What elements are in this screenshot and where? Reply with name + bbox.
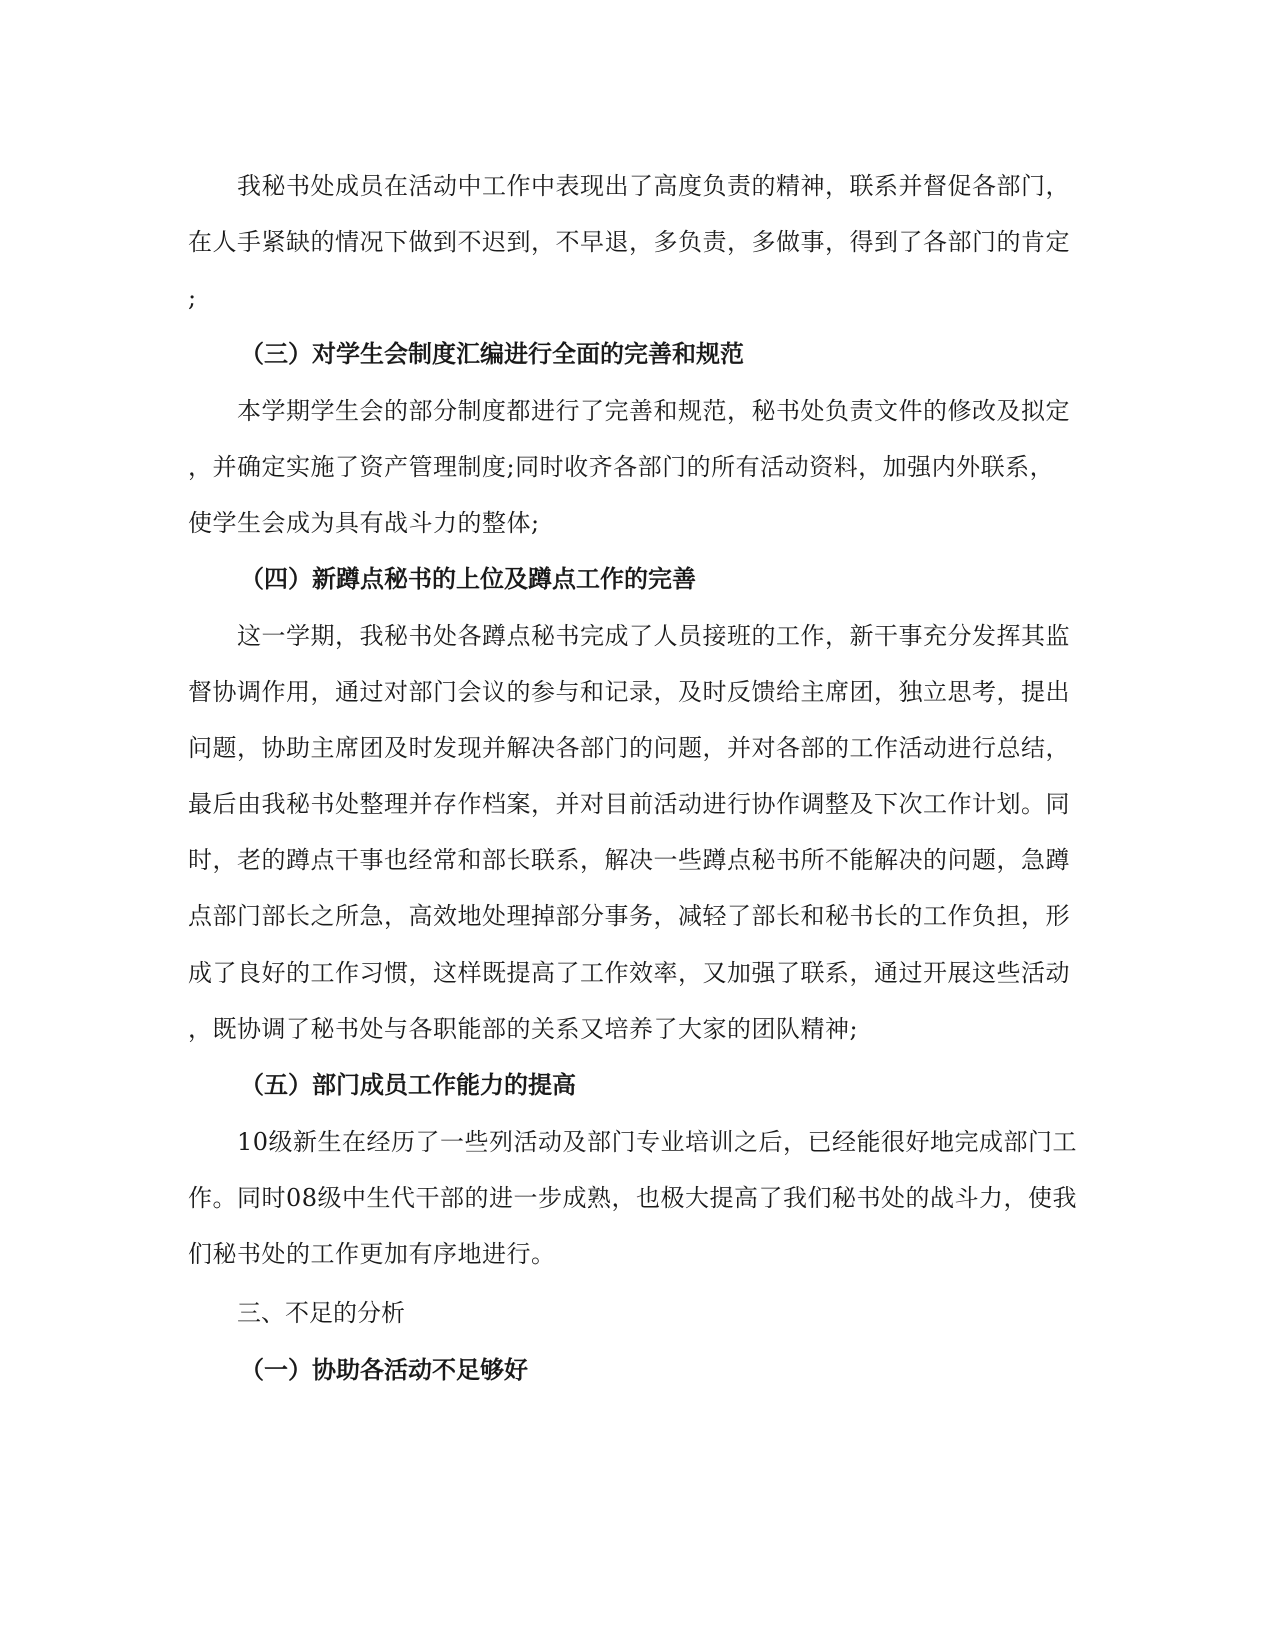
section-heading: （三）对学生会制度汇编进行全面的完善和规范 bbox=[240, 340, 744, 368]
paragraph-line: 作。同时08级中生代干部的进一步成熟，也极大提高了我们秘书处的战斗力，使我 bbox=[188, 1184, 1078, 1212]
paragraph-line: 在人手紧缺的情况下做到不迟到，不早退，多负责，多做事，得到了各部门的肯定 bbox=[188, 228, 1070, 256]
paragraph-line: 最后由我秘书处整理并存作档案，并对目前活动进行协作调整及下次工作计划。同 bbox=[188, 790, 1070, 818]
section-heading: （一）协助各活动不足够好 bbox=[240, 1356, 528, 1384]
paragraph-line: ，既协调了秘书处与各职能部的关系又培养了大家的团队精神; bbox=[188, 1015, 859, 1043]
paragraph-line: 我秘书处成员在活动中工作中表现出了高度负责的精神，联系并督促各部门， bbox=[237, 172, 1070, 200]
paragraph-line: 本学期学生会的部分制度都进行了完善和规范，秘书处负责文件的修改及拟定 bbox=[237, 397, 1070, 425]
paragraph-line: 们秘书处的工作更加有序地进行。 bbox=[188, 1240, 556, 1268]
section-heading: （四）新蹲点秘书的上位及蹲点工作的完善 bbox=[240, 565, 696, 593]
paragraph-line: 问题，协助主席团及时发现并解决各部门的问题，并对各部的工作活动进行总结， bbox=[188, 734, 1070, 762]
paragraph-line: ; bbox=[188, 284, 197, 312]
paragraph-line: ，并确定实施了资产管理制度;同时收齐各部门的所有活动资料，加强内外联系， bbox=[188, 453, 1055, 481]
paragraph-line: 使学生会成为具有战斗力的整体; bbox=[188, 509, 540, 537]
paragraph-line: 成了良好的工作习惯，这样既提高了工作效率，又加强了联系，通过开展这些活动 bbox=[188, 959, 1070, 987]
chapter-heading: 三、不足的分析 bbox=[237, 1299, 405, 1327]
paragraph-line: 时，老的蹲点干事也经常和部长联系，解决一些蹲点秘书所不能解决的问题，急蹲 bbox=[188, 846, 1070, 874]
paragraph-line: 这一学期，我秘书处各蹲点秘书完成了人员接班的工作，新干事充分发挥其监 bbox=[237, 622, 1070, 650]
paragraph-line: 点部门部长之所急，高效地处理掉部分事务，减轻了部长和秘书长的工作负担，形 bbox=[188, 902, 1070, 930]
paragraph-line: 督协调作用，通过对部门会议的参与和记录，及时反馈给主席团，独立思考，提出 bbox=[188, 678, 1070, 706]
paragraph-line: 10级新生在经历了一些列活动及部门专业培训之后，已经能很好地完成部门工 bbox=[237, 1128, 1078, 1156]
section-heading: （五）部门成员工作能力的提高 bbox=[240, 1071, 576, 1099]
